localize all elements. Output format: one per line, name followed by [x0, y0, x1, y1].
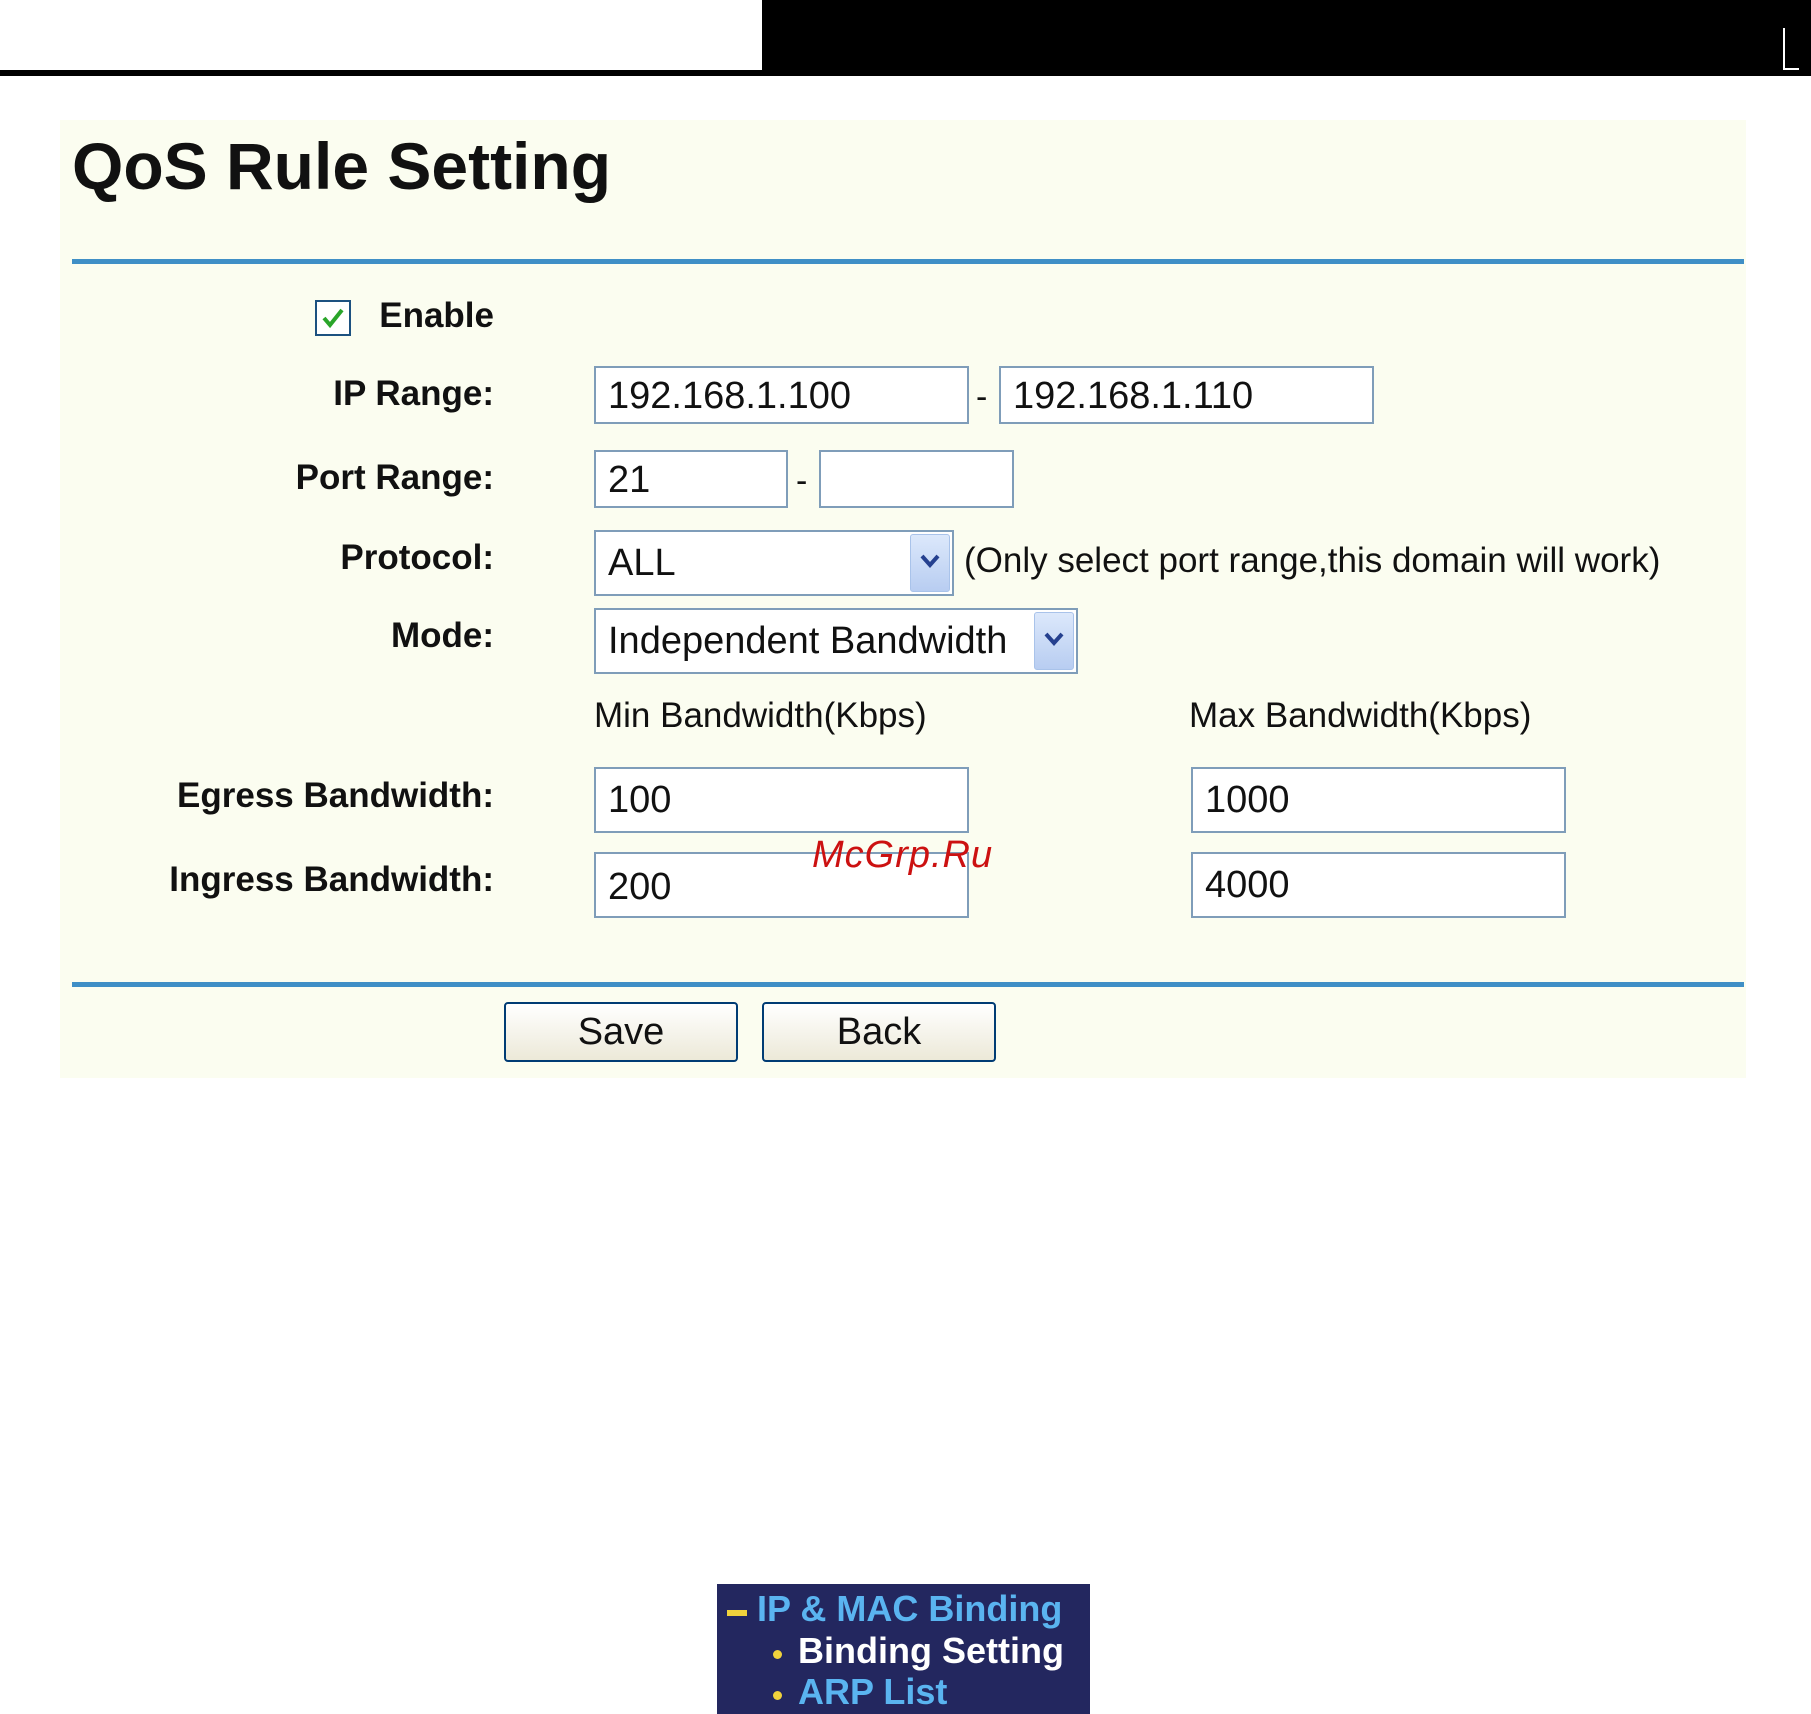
sidebar-menu — [717, 1584, 1090, 1714]
bullet-icon — [773, 1650, 782, 1659]
egress-max-input[interactable]: 1000 — [1191, 767, 1566, 833]
ip-range-separator: - — [976, 378, 988, 416]
check-icon — [321, 306, 345, 330]
menu-item-binding-setting[interactable]: Binding Setting — [798, 1630, 1064, 1671]
port-range-to-input[interactable] — [819, 450, 1014, 508]
back-button[interactable]: Back — [762, 1002, 996, 1062]
mode-dropdown-button[interactable] — [1034, 612, 1074, 670]
menu-item-arp-list[interactable]: ARP List — [798, 1671, 948, 1712]
protocol-label: Protocol: — [340, 538, 494, 577]
corner-mark — [1783, 28, 1799, 70]
page-title: QoS Rule Setting — [72, 129, 612, 203]
save-button[interactable]: Save — [504, 1002, 738, 1062]
ip-range-to-input[interactable]: 192.168.1.110 — [999, 366, 1374, 424]
menu-item-ip-mac-binding[interactable]: IP & MAC Binding — [757, 1588, 1063, 1629]
ip-range-label: IP Range: — [333, 374, 494, 413]
enable-label: Enable — [379, 296, 494, 335]
bullet-icon — [773, 1691, 782, 1700]
protocol-select-value: ALL — [608, 542, 676, 584]
port-range-from-input[interactable]: 21 — [594, 450, 788, 508]
ip-range-from-input[interactable]: 192.168.1.100 — [594, 366, 969, 424]
port-range-separator: - — [796, 462, 808, 500]
mode-label: Mode: — [390, 616, 494, 655]
ingress-bandwidth-label: Ingress Bandwidth: — [169, 860, 494, 899]
watermark: McGrp.Ru — [812, 834, 994, 876]
ingress-min-input[interactable]: 200 — [594, 852, 969, 918]
ingress-max-input[interactable]: 4000 — [1191, 852, 1566, 918]
protocol-dropdown-button[interactable] — [910, 534, 950, 592]
mode-select[interactable] — [594, 608, 1078, 674]
header-bar — [762, 0, 1811, 76]
protocol-select[interactable] — [594, 530, 954, 596]
divider-bottom — [72, 982, 1744, 987]
egress-min-input[interactable]: 100 — [594, 767, 969, 833]
chevron-down-icon — [920, 554, 940, 568]
enable-checkbox[interactable] — [315, 300, 351, 336]
divider-top — [72, 259, 1744, 264]
mode-select-value: Independent Bandwidth — [608, 620, 1008, 662]
egress-bandwidth-label: Egress Bandwidth: — [177, 776, 494, 815]
port-range-label: Port Range: — [295, 458, 494, 497]
collapse-minus-icon[interactable] — [727, 1610, 747, 1616]
chevron-down-icon — [1044, 632, 1064, 646]
protocol-hint: (Only select port range,this domain will work) — [964, 541, 1661, 580]
min-bandwidth-header: Min Bandwidth(Kbps) — [594, 696, 927, 735]
max-bandwidth-header: Max Bandwidth(Kbps) — [1189, 696, 1532, 735]
